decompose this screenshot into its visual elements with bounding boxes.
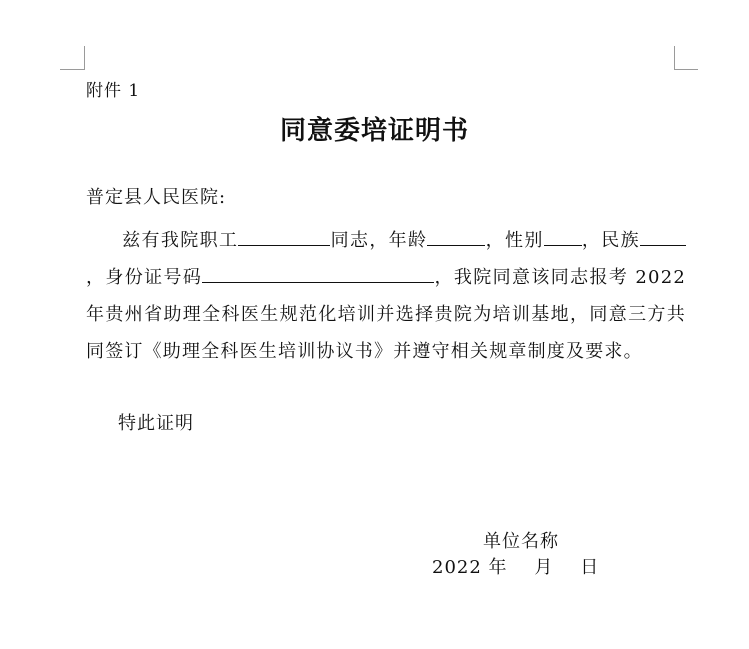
page-corner-mark-top-left xyxy=(60,69,84,70)
date-line: 2022 年 月 日 xyxy=(432,557,600,578)
certify-text: 特此证明 xyxy=(118,413,194,434)
unit-name-label: 单位名称 xyxy=(483,531,559,552)
body-text-2: 同志，年龄 xyxy=(330,230,428,251)
document-title: 同意委培证明书 xyxy=(279,116,469,146)
attachment-label: 附件 1 xyxy=(86,81,141,101)
body-text-3: ，性别 xyxy=(485,230,544,251)
name-blank xyxy=(238,229,330,246)
body-text-5: ，身份证号码 xyxy=(86,267,203,288)
salutation: 普定县人民医院: xyxy=(86,187,227,208)
page-corner-mark-top-right-vertical xyxy=(674,46,675,70)
gender-blank xyxy=(544,229,582,246)
body-text-4: ，民族 xyxy=(581,230,641,251)
ethnicity-blank xyxy=(640,229,686,246)
age-blank xyxy=(427,229,485,246)
body-text-6: ，我院同意该同志报考 2022 年贵州省助理全科医生规范化培训并选择贵院为培训基地，同意三方共同签订《助理全科医生培训协议书》并遵守相关规章制度及要求。 xyxy=(86,267,687,362)
page-corner-mark-top-left-vertical xyxy=(84,46,85,70)
id-number-blank xyxy=(202,266,434,283)
body-text-1: 兹有我院职工 xyxy=(122,230,239,251)
body-paragraph xyxy=(86,222,686,370)
page-corner-mark-top-right xyxy=(674,69,698,70)
